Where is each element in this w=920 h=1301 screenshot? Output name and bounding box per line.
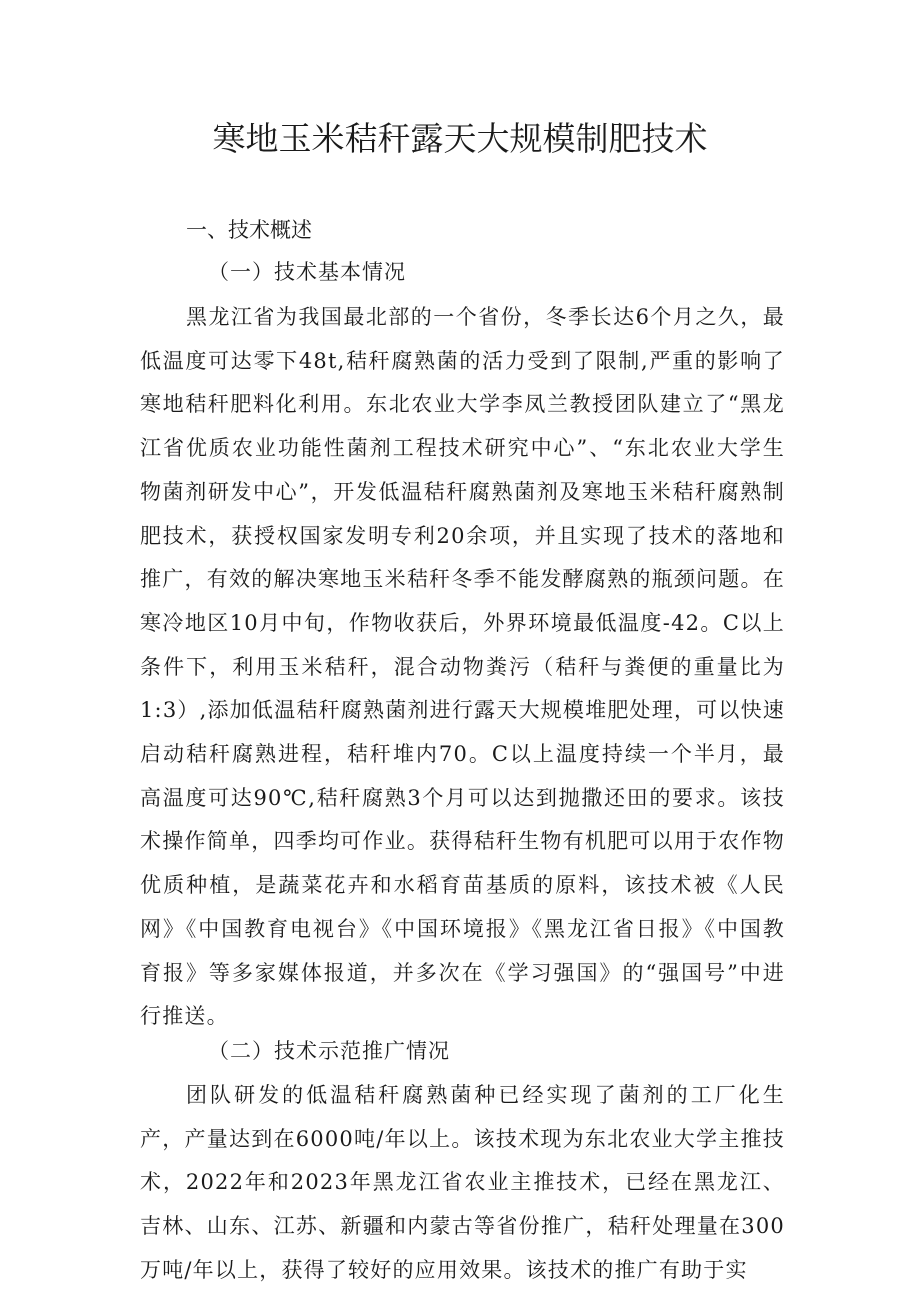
document-title: 寒地玉米秸秆露天大规模制肥技术: [212, 119, 708, 158]
subsection-heading-basic-info: （一）技术基本情况: [208, 260, 406, 284]
section-heading-overview: 一、技术概述: [186, 218, 312, 242]
subsection-heading-demo-promotion: （二）技术示范推广情况: [208, 1039, 450, 1063]
paragraph-demo-promotion: 团队研发的低温秸秆腐熟菌种已经实现了菌剂的工厂化生产，产量达到在6000吨/年以上。该技术现为东北农业大学主推技术，2022年和2023年黑龙江省农业主推技术，已经在黑龙江、吉林、山东、江苏、新疆和内蒙古等省份推广，秸秆处理量在300万吨/年以上，获得了较好的应用效果。该技术的推广有助于实: [140, 1083, 785, 1282]
paragraph-basic-info: 黑龙江省为我国最北部的一个省份，冬季长达6个月之久，最低温度可达零下48t,秸秆腐熟菌的活力受到了限制,严重的影响了寒地秸秆肥料化利用。东北农业大学李凤兰教授团队建立了“黑龙江省优质农业功能性菌剂工程技术研究中心”、“东北农业大学生物菌剂研发中心”，开发低温秸秆腐熟菌剂及寒地玉米秸秆腐熟制肥技术，获授权国家发明专利20余项，并且实现了技术的落地和推广，有效的解决寒地玉米秸秆冬季不能发酵腐熟的瓶颈问题。在寒冷地区10月中旬，作物收获后，外界环境最低温度-42。C以上条件下，利用玉米秸秆，混合动物粪污（秸秆与粪便的重量比为1:3）,添加低温秸秆腐熟菌剂进行露天大规模堆肥处理，可以快速启动秸秆腐熟进程，秸秆堆内70。C以上温度持续一个半月，最高温度可达90℃,秸秆腐熟3个月可以达到抛撒还田的要求。该技术操作简单，四季均可作业。获得秸秆生物有机肥可以用于农作物优质种植，是蔬菜花卉和水稻育苗基质的原料，该技术被《人民网》《中国教育电视台》《中国环境报》《黑龙江省日报》《中国教育报》等多家媒体报道，并多次在《学习强国》的“强国号”中进行推送。: [140, 305, 785, 1029]
